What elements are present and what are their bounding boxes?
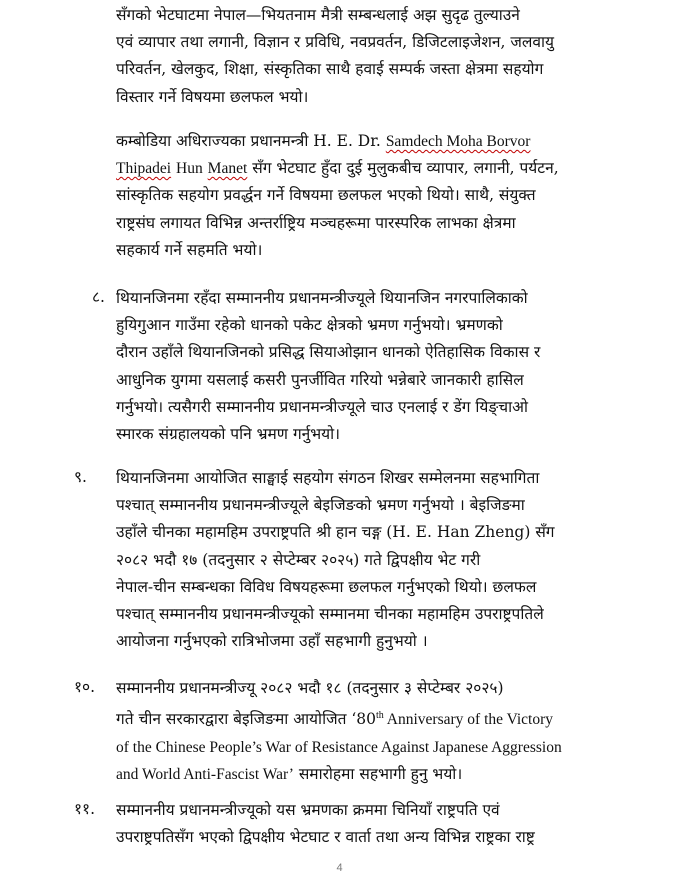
text-segment: गते चीन सरकारद्वारा बेइजिङमा आयोजित ‘80 [116, 710, 376, 729]
item-number: ९. [74, 468, 87, 486]
text-line: सहकार्य गर्ने सहमति भयो। [116, 240, 263, 259]
text-line: सम्माननीय प्रधानमन्त्रीज्यू २०८२ भदौ १८ (तदनुसार ३ सेप्टेम्बर २०२५) [116, 679, 504, 697]
text-line: एवं व्यापार तथा लगानी, विज्ञान र प्रविधि, नवप्रवर्तन, डिजिटलाइजेशन, जलवायु [116, 33, 554, 52]
text-line: विस्तार गर्ने विषयमा छलफल भयो। [116, 87, 309, 106]
text-line: पश्चात् सम्माननीय प्रधानमन्त्रीज्यूको सम्मानमा चीनका महामहिम उपराष्ट्रपतिले [116, 605, 544, 624]
paragraph-cambodia-meeting [116, 128, 610, 264]
page-number: 4 [336, 862, 343, 874]
text-line: आधुनिक युगमा यसलाई कसरी पुनर्जीवित गरियो भन्नेबारे जानकारी हासिल [116, 370, 524, 389]
text-line: हुयिगुआन गाउँमा रहेको धानको पकेट क्षेत्रको भ्रमण गर्नुभयो। भ्रमणको [116, 316, 503, 335]
text-segment: Hun [176, 160, 203, 178]
text-line: थियानजिनमा आयोजित साङ्घाई सहयोग संगठन शिखर सम्मेलनमा सहभागिता [116, 469, 540, 487]
text-line [116, 702, 610, 733]
text-line: पश्चात् सम्माननीय प्रधानमन्त्रीज्यूले बेइजिङको भ्रमण गर्नुभयो । बेइजिङमा [116, 496, 525, 515]
text-line: राष्ट्रसंघ लगायत विभिन्न अन्तर्राष्ट्रिय मञ्चहरूमा पारस्परिक लाभका क्षेत्रमा [116, 213, 516, 232]
item-text [116, 465, 610, 655]
item-text [116, 675, 610, 788]
text-line: सम्माननीय प्रधानमन्त्रीज्यूको यस भ्रमणका क्रममा चिनियाँ राष्ट्रपति एवं [116, 801, 500, 819]
text-line [116, 155, 610, 182]
text-line [116, 128, 610, 155]
text-line: २०८२ भदौ १७ (तदनुसार २ सेप्टेम्बर २०२५) गते द्विपक्षीय भेट गरी [116, 550, 481, 569]
item-text [116, 797, 610, 851]
text-line: थियानजिनमा रहँदा सम्माननीय प्रधानमन्त्रीज्यूले थियानजिन नगरपालिकाको [116, 289, 528, 307]
text-line: नेपाल-चीन सम्बन्धका विविध विषयहरूमा छलफल गर्नुभएको थियो। छलफल [116, 577, 537, 596]
text-segment: and World Anti-Fascist War’ [116, 765, 294, 783]
text-segment: कम्बोडिया अधिराज्यका प्रधानमन्त्री H. E. Dr. [116, 132, 381, 150]
text-line: सांस्कृतिक सहयोग प्रवर्द्धन गर्ने विषयमा छलफल भएको थियो। साथै, संयुक्त [116, 186, 536, 205]
text-line: उहाँले चीनका महामहिम उपराष्ट्रपति श्री हान चङ्ग (H. E. Han Zheng) सँग [116, 523, 555, 542]
text-segment: सँग भेटघाट हुँदा दुई मुलुकबीच व्यापार, लगानी, पर्यटन, [252, 159, 559, 178]
superscript: th [376, 710, 384, 722]
spellcheck-underlined-name: Samdech Moha Borvor [385, 133, 531, 150]
item-number: ८. [92, 288, 105, 306]
spellcheck-underlined-name: Thipadei [116, 160, 172, 178]
text-segment: समारोहमा सहभागी हुनु भयो। [293, 764, 463, 783]
text-line: गर्नुभयो। त्यसैगरी सम्माननीय प्रधानमन्त्रीज्यूले चाउ एनलाई र डेंग यिङ्चाओ [116, 397, 528, 416]
paragraph-vietnam-meeting [116, 2, 610, 111]
text-line [116, 761, 610, 788]
text-line: आयोजना गर्नुभएको रात्रिभोजमा उहाँ सहभागी हुनुभयो । [116, 632, 428, 651]
text-line: of the Chinese People’s War of Resistance Against Japanese Aggression [116, 738, 562, 756]
text-line: सँगको भेटघाटमा नेपाल—भियतनाम मैत्री सम्बन्धलाई अझ सुदृढ तुल्याउने [116, 6, 520, 24]
text-line: दौरान उहाँले थियानजिनको प्रसिद्ध सियाओझान धानको ऐतिहासिक विकास र [116, 343, 541, 362]
item-number: ११. [74, 800, 96, 818]
text-line: परिवर्तन, खेलकुद, शिक्षा, संस्कृतिका साथै हवाई सम्पर्क जस्ता क्षेत्रमा सहयोग [116, 60, 544, 79]
spellcheck-underlined-name: Manet [207, 160, 248, 178]
text-line: स्मारक संग्रहालयको पनि भ्रमण गर्नुभयो। [116, 425, 341, 444]
text-line: उपराष्ट्रपतिसँग भएको द्विपक्षीय भेटघाट र वार्ता तथा अन्य विभिन्न राष्ट्रका राष्ट्र [116, 828, 535, 847]
item-text [116, 285, 610, 448]
text-segment: Anniversary of the Victory [383, 711, 554, 729]
item-number: १०. [74, 678, 96, 696]
